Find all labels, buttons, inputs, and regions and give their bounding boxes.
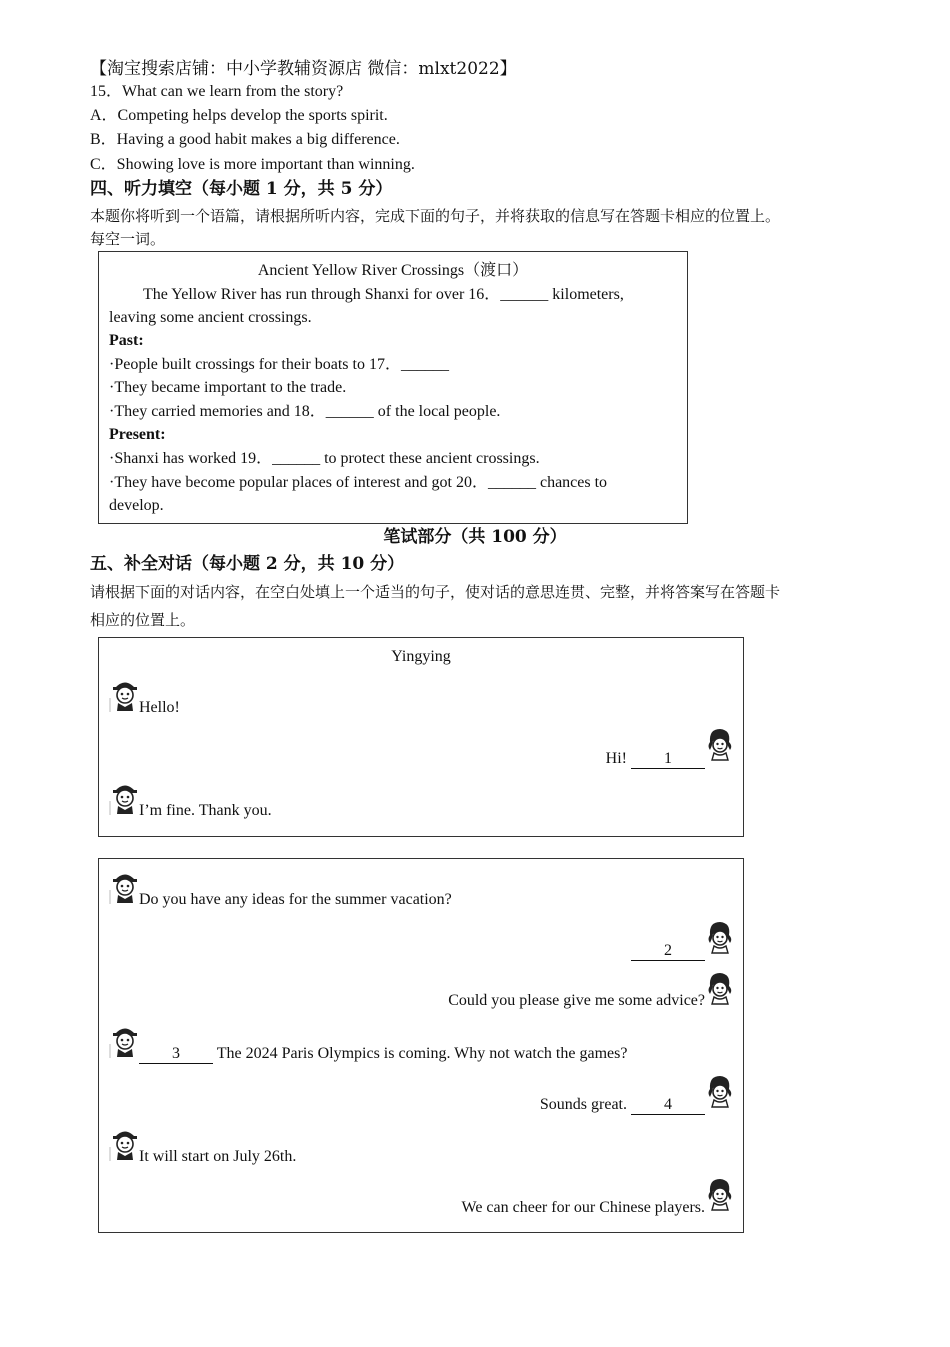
section5-heading: 五、补全对话（每小题 2 分，共 10 分） [90,554,405,574]
past-item: ·They carried memories and 18．______ of the local people. [109,403,501,420]
section5-instructions-2: 相应的位置上。 [90,611,196,629]
dialog-line-left: It will start on July 26th. [139,1148,297,1165]
speaker-name: Yingying [391,648,451,665]
answer-blank-4[interactable]: 4 [631,1096,705,1115]
question-15: 15．What can we learn from the story? [90,83,344,100]
dialog-line-right: Could you please give me some advice? [448,992,705,1009]
present-label: Present: [109,426,166,443]
girl-with-ponytail-icon [703,919,735,955]
dialog-line-left: Do you have any ideas for the summer vacation? [139,891,452,908]
written-part-title: 笔试部分（共 100 分） [383,527,567,547]
boy-with-cap-icon [109,1022,141,1058]
dialog-line-left: I’m fine. Thank you. [139,802,272,819]
girl-with-ponytail-icon [703,970,735,1006]
dialog-box-1 [98,637,744,837]
girl-with-ponytail-icon [703,1176,735,1212]
listening-box [98,251,688,524]
dialog-line-right [631,940,705,962]
listening-intro: The Yellow River has run through Shanxi for over 16．______ kilometers, [143,286,624,303]
header-watermark: 【淘宝搜索店铺：中小学教辅资源店 微信：mlxt2022】 [90,59,517,79]
boy-with-cap-icon [109,779,141,815]
girl-with-ponytail-icon [703,726,735,762]
present-item: ·They have become popular places of interest and got 20．______ chances to [109,474,608,491]
dialog-line-left: Hello! [139,699,180,716]
present-item: develop. [109,497,164,514]
answer-blank-2[interactable]: 2 [631,942,705,961]
listening-box-title: Ancient Yellow River Crossings（渡口） [257,262,529,279]
answer-blank-1[interactable]: 1 [631,750,705,769]
past-item: ·They became important to the trade. [109,379,347,396]
dialog-line-right: Hi! 1 [606,748,705,770]
dialog-line-left: 3 The 2024 Paris Olympics is coming. Why not watch the games? [139,1043,627,1065]
option-a: A．Competing helps develop the sports spirit. [90,107,388,124]
present-item: ·Shanxi has worked 19．______ to protect these ancient crossings. [109,450,540,467]
section4-heading: 四、听力填空（每小题 1 分，共 5 分） [90,179,393,199]
answer-blank-3[interactable]: 3 [139,1045,213,1064]
past-item: ·People built crossings for their boats to 17．______ [109,356,449,373]
girl-with-ponytail-icon [703,1073,735,1109]
dialog-line-right: Sounds great. 4 [540,1094,705,1116]
boy-with-cap-icon [109,676,141,712]
boy-with-cap-icon [109,1125,141,1161]
boy-with-cap-icon [109,868,141,904]
section4-instructions: 本题你将听到一个语篇，请根据所听内容，完成下面的句子，并将获取的信息写在答题卡相应的位置上。 [90,207,781,225]
section5-instructions: 请根据下面的对话内容，在空白处填上一个适当的句子，使对话的意思连贯、完整，并将答案写在答题卡 [90,583,781,601]
option-c: C．Showing love is more important than winning. [90,156,415,173]
section4-instructions-2: 每空一词。 [90,230,166,248]
listening-intro-2: leaving some ancient crossings. [109,309,312,326]
dialog-line-right: We can cheer for our Chinese players. [461,1199,705,1216]
dialog-box-2 [98,858,744,1233]
past-label: Past: [109,332,144,349]
option-b: B．Having a good habit makes a big difference. [90,131,400,148]
